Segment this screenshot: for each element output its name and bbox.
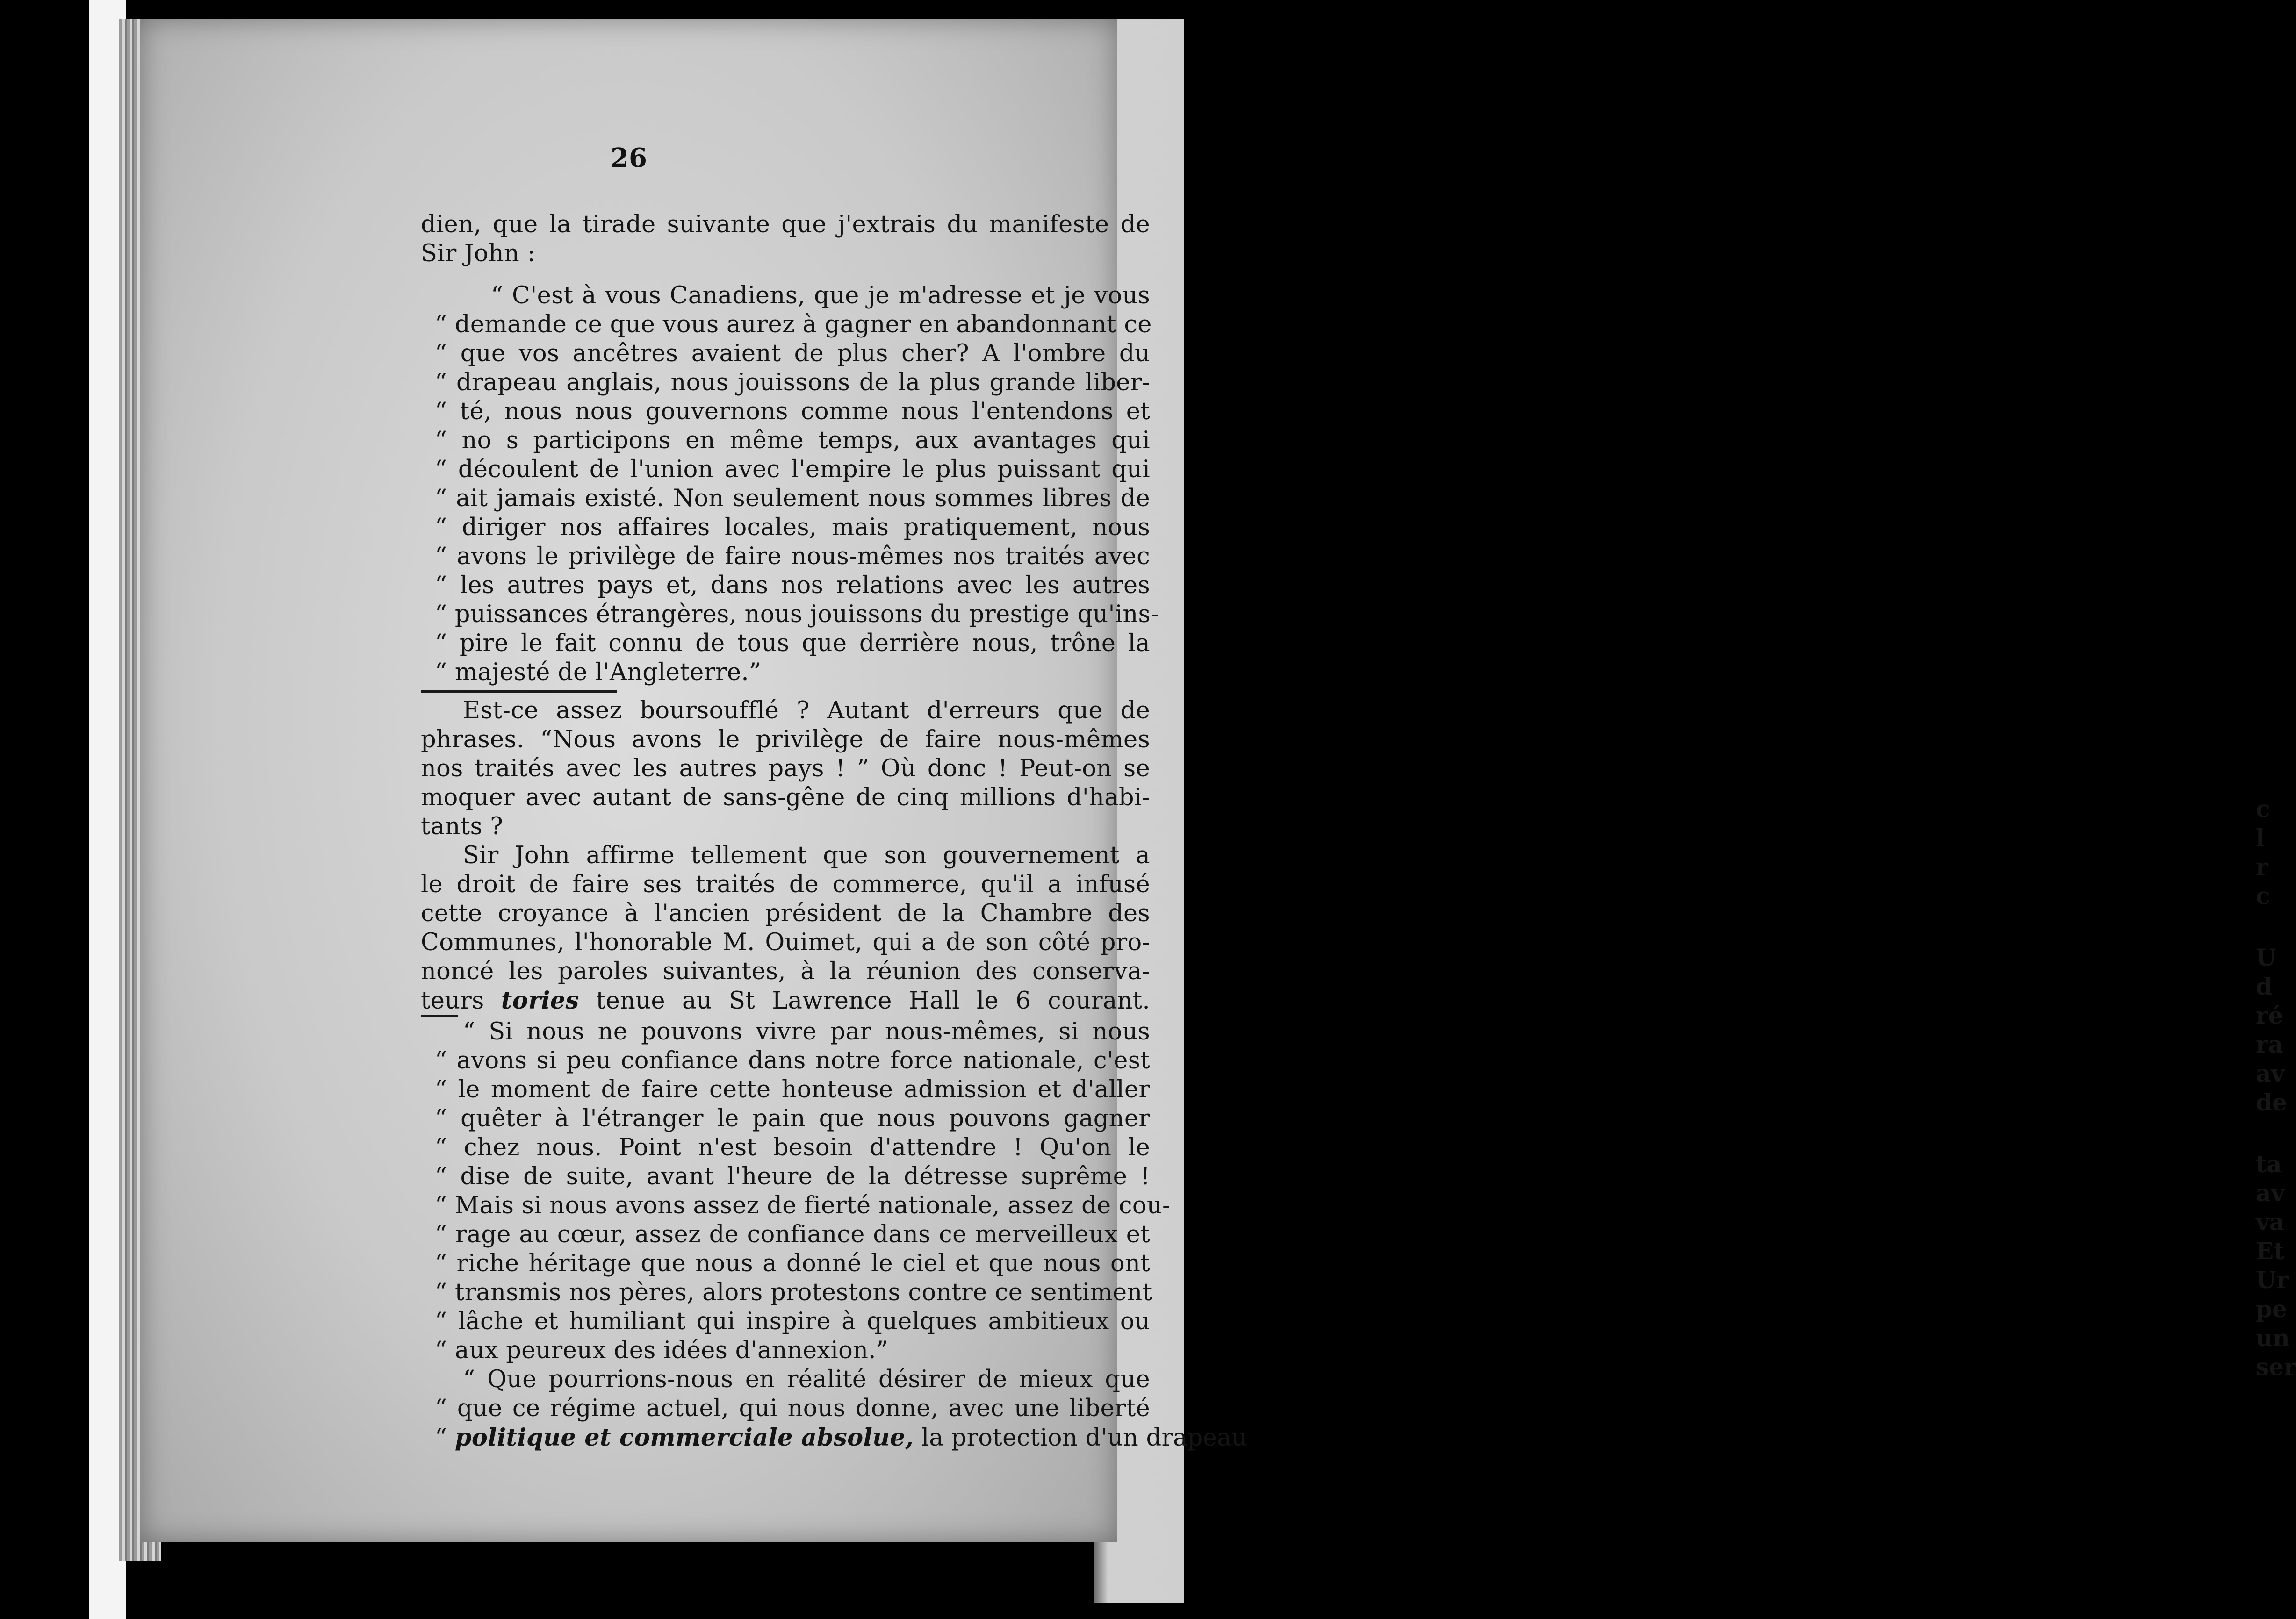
facing-page-fragment: Ur [2256,1266,2289,1294]
facing-page-fragment: un [2256,1324,2290,1352]
text-line: “ avons le privilège de faire nous-mêmes nos traités avec [435,543,1150,570]
text-line: dien, que la tirade suivante que j'extrais du manifeste de [421,211,1150,238]
text-line: “ que vos ancêtres avaient de plus cher? A l'ombre du [435,340,1150,367]
body-text [421,210,1247,1452]
facing-page-fragment: ra [2256,1031,2283,1058]
facing-page-fragment: av [2256,1179,2285,1207]
text-line: “ transmis nos pères, alors protestons contre ce sentiment [435,1279,1152,1306]
facing-page-fragment: d [2256,973,2272,1000]
facing-page-fragment: ta [2256,1150,2282,1178]
page-number: 26 [611,143,647,173]
text-line: “ avons si peu confiance dans notre force nationale, c'est [435,1047,1150,1075]
text-line: “ rage au cœur, assez de confiance dans ce merveilleux et [435,1221,1150,1248]
text-line: “ dise de suite, avant l'heure de la détresse suprême ! [435,1163,1150,1190]
text-line: Communes, l'honorable M. Ouimet, qui a de son côté pro- [421,929,1150,956]
text-line: “ que ce régime actuel, qui nous donne, avec une liberté [435,1395,1150,1422]
facing-page-fragment: c [2256,795,2270,823]
text-line: “ politique et commerciale absolue, la protection d'un drapeau [435,1424,1247,1452]
facing-page-fragment: ser [2256,1353,2296,1381]
text-line: Sir John affirme tellement que son gouvernement a [463,842,1150,869]
text-line: “ C'est à vous Canadiens, que je m'adresse et je vous [491,282,1150,309]
text-line: le droit de faire ses traités de commerce, qu'il a infusé [421,871,1150,898]
text-line: “ drapeau anglais, nous jouissons de la plus grande liber- [435,369,1150,396]
facing-page-fragment: av [2256,1060,2285,1087]
paragraph-gap [421,268,1150,281]
facing-page-fragment: de [2256,1089,2287,1116]
text-line: “ chez nous. Point n'est besoin d'attendre ! Qu'on le [435,1134,1150,1161]
text-line: “ Mais si nous avons assez de fierté nationale, assez de cou- [435,1192,1171,1219]
text-line: nos traités avec les autres pays ! ” Où donc ! Peut-on se [421,755,1150,782]
text-line: “ quêter à l'étranger le pain que nous pouvons gagner [435,1105,1150,1132]
text-line: “ ait jamais existé. Non seulement nous sommes libres de [435,485,1150,512]
facing-page-fragment: va [2256,1208,2285,1236]
text-line: “ majesté de l'Angleterre.” [435,659,762,686]
text-line: “ té, nous nous gouvernons comme nous l'entendons et [435,398,1150,425]
facing-page-fragment [2256,910,2278,943]
text-line: “ pire le fait connu de tous que derrière nous, trône la [435,630,1150,657]
text-line: phrases. “Nous avons le privilège de faire nous-mêmes [421,726,1150,753]
text-line: “ aux peureux des idées d'annexion.” [435,1337,889,1364]
facing-page-fragment: U [2256,944,2276,971]
text-line: tants ? [421,813,504,840]
text-line: “ puissances étrangères, nous jouissons du prestige qu'ins- [435,601,1159,628]
facing-page-fragment: Et [2256,1237,2285,1265]
text-line: Sir John : [421,240,536,267]
facing-page-text [2256,795,2296,1382]
facing-page-fragment: pe [2256,1295,2287,1323]
text-line: Est-ce assez boursoufflé ? Autant d'erreurs que de [463,697,1150,724]
text-line: “ les autres pays et, dans nos relations avec les autres [435,572,1150,599]
facing-page-fragment: c [2256,882,2270,910]
facing-page-fragment: l [2256,824,2265,852]
text-line: “ découlent de l'union avec l'empire le plus puissant qui [435,456,1150,483]
text-line: “ demande ce que vous aurez à gagner en abandonnant ce [435,311,1152,338]
text-line: moquer avec autant de sans-gêne de cinq millions d'habi- [421,784,1150,811]
text-line: “ Que pourrions-nous en réalité désirer de mieux que [463,1366,1150,1393]
text-line: “ lâche et humiliant qui inspire à quelques ambitieux ou [435,1308,1150,1335]
text-line: teurs tories tenue au St Lawrence Hall le 6 courant. [421,987,1150,1015]
text-line: “ le moment de faire cette honteuse admission et d'aller [435,1076,1150,1103]
book-page [140,19,1247,1542]
facing-page-fragment: r [2256,853,2268,881]
text-line: “ diriger nos affaires locales, mais pratiquement, nous [435,514,1150,541]
facing-page-fragment: ré [2256,1002,2283,1029]
text-line: “ riche héritage que nous a donné le ciel et que nous ont [435,1250,1150,1277]
text-line: “ Si nous ne pouvons vivre par nous-mêmes, si nous [463,1018,1150,1046]
text-line: cette croyance à l'ancien président de la Chambre des [421,900,1150,927]
facing-page-fragment [2256,1117,2278,1150]
text-line: noncé les paroles suivantes, à la réunion des conserva- [421,958,1150,985]
text-line: “ no s participons en même temps, aux avantages qui [435,427,1150,454]
divider-rule [421,690,617,693]
